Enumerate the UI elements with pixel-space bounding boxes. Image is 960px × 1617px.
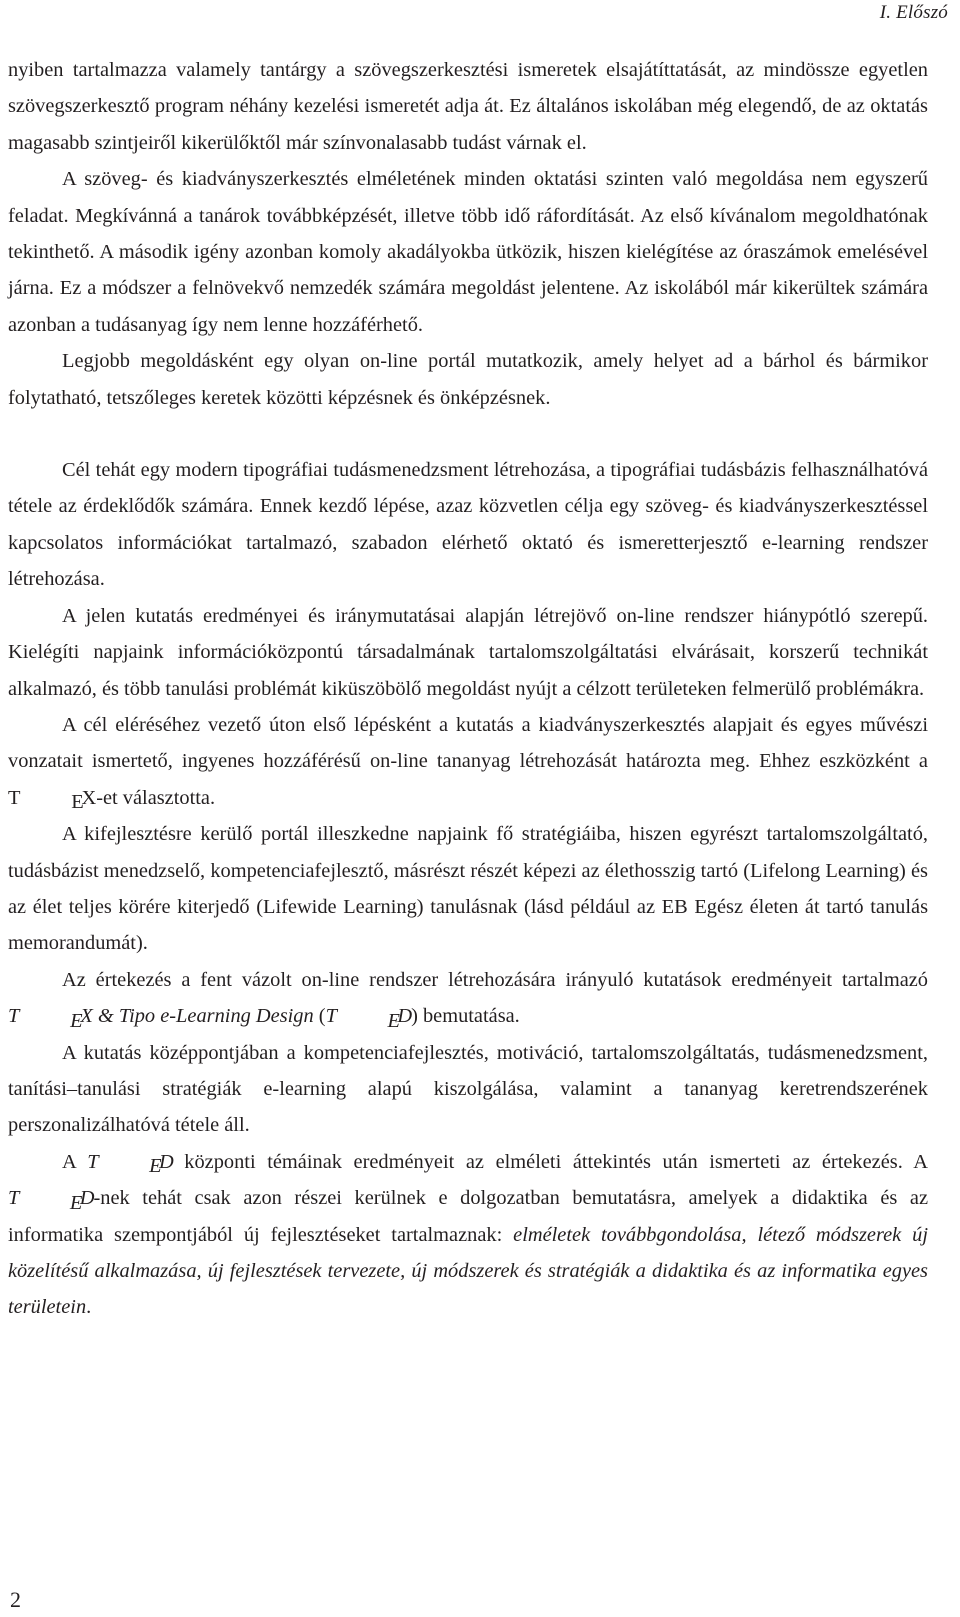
- paragraph-8-tail: ) bemutatása.: [411, 1005, 520, 1028]
- paragraph-2: A szöveg- és kiadványszerkesztés elméletének minden oktatási szinten való megoldása nem egyszerű feladat. Megkívánná a tanárok továbbképzését, illetve több idő ráfordítását. Az első kívánalom megoldhatónak tekinthető. A második igény azonban komoly akadályokba ütközik, hiszen kielégítése az óraszámok emelésével járna. Ez a módszer a felnövekvő nemzedék számára megoldást jelentene. Az iskolából már kikerültek számára azonban a tudásanyag így nem lenne hozzáférhető.: [8, 168, 928, 336]
- ted-logo: [87, 1150, 173, 1178]
- tex-logo-x: X: [80, 1005, 93, 1028]
- paragraph-10-mid: központi témáinak eredményeit az elméleti áttekintés után ismerteti az értekezés. A: [172, 1150, 928, 1173]
- paragraph-10-after: -nek tehát csak azon részei kerülnek e dolgozatban bemutatásra, amelyek a didaktika és az informatika szempontjából új fejlesztéseket tartalmaznak:: [8, 1187, 928, 1246]
- ted-logo-t: T: [8, 1187, 19, 1210]
- paragraph-6-text: A cél eléréséhez vezető úton első lépésként a kutatás a kiadványszerkesztés alapjait és egyes művészi vonzatait ismertető, ingyenes hozzáférésű on-line tananyag létrehozását határozta meg. Ehhez eszközként a: [8, 713, 928, 773]
- page-body: [8, 52, 928, 1326]
- ted-logo-e: E: [387, 1009, 399, 1032]
- paragraph-10-start: A: [62, 1150, 88, 1173]
- tex-logo-t: T: [8, 786, 21, 809]
- paragraph-7: A kifejlesztésre kerülő portál illeszkedne napjaink fő stratégiáiba, hiszen egyrészt tartalomszolgáltató, tudásbázist menedzselő, kompetenciafejlesztő, másrészt részét képezi az élethosszig tartó (Lifelong Learning) és az élet teljes körére kiterjedő (Lifewide Learning) tanulásnak (lásd például az EB Egész életen át tartó tanulás memorandumát).: [8, 823, 928, 955]
- tex-logo: [8, 786, 97, 814]
- emphasis-text: elméletek továbbgondolása, létező módszerek új közelítésű alkalmazása, új fejlesztések tervezete, új módszerek és stratégiák a didaktika és az informatika egyes területein: [8, 1223, 928, 1319]
- paragraph-8: [8, 962, 928, 1035]
- ted-logo-d: D: [79, 1187, 94, 1210]
- open-paren: (: [313, 1005, 326, 1028]
- ted-logo-e: E: [69, 1191, 82, 1214]
- tex-logo-e: E: [70, 1009, 83, 1032]
- tex-logo-x: X: [81, 786, 97, 809]
- ted-logo-d: D: [397, 1005, 412, 1028]
- paragraph-5: A jelen kutatás eredményei és iránymutatásai alapján létrejövő on-line rendszer hiánypótló szerepű. Kielégíti napjaink információközpontú társadalmának tartalomszolgáltatási elvárásait, korszerű technikát alkalmazó, és több tanulási problémát kiküszöbölő megoldást nyújt a célzott területeken felmerülő problémákra.: [8, 604, 928, 700]
- running-header: I. Előszó: [879, 2, 948, 23]
- paragraph-6: [8, 707, 928, 816]
- section-gap: [8, 416, 928, 452]
- ted-logo-d: D: [158, 1150, 173, 1173]
- paragraph-8-text: Az értekezés a fent vázolt on-line rendszer létrehozására irányuló kutatások eredményeit tartalmazó: [62, 968, 928, 991]
- paragraph-10: [8, 1144, 928, 1326]
- ted-logo-t: T: [325, 1005, 336, 1028]
- ted-logo: [8, 1187, 94, 1214]
- ted-logo-e: E: [149, 1155, 161, 1178]
- paragraph-10-end: .: [86, 1296, 92, 1319]
- paragraph-9: A kutatás középpontjában a kompetenciafejlesztés, motiváció, tartalomszolgáltatás, tudásmenedzsment, tanítási–tanulási stratégiák e-learning alapú kiszolgálása, valamint a tananyag keretrendszerének perszonalizálhatóvá tétele áll.: [8, 1041, 928, 1137]
- tex-logo-italic: [8, 1005, 93, 1032]
- product-title-rest: & Tipo e-Learning Design: [92, 1005, 314, 1028]
- ted-logo-t: T: [87, 1150, 98, 1173]
- paragraph-4: Cél tehát egy modern tipográfiai tudásmenedzsment létrehozása, a tipográfiai tudásbázis felhasználhatóvá tétele az érdeklődők számára. Ennek kezdő lépése, azaz közvetlen célja egy szöveg- és kiadványszerkesztéssel kapcsolatos információkat tartalmazó, szabadon elérhető oktató és ismeretterjesztő e-learning rendszer létrehozása.: [8, 459, 928, 591]
- tex-logo-t: T: [8, 1005, 20, 1028]
- paragraph-6-tail: -et választotta.: [96, 786, 216, 809]
- page-number: 2: [10, 1587, 21, 1612]
- paragraph-3: Legjobb megoldásként egy olyan on-line portál mutatkozik, amely helyet ad a bárhol és bármikor folytatható, tetszőleges keretek közötti képzésnek és önképzésnek.: [8, 350, 928, 409]
- product-title: [8, 1005, 314, 1032]
- paragraph-1: nyiben tartalmazza valamely tantárgy a szövegszerkesztési ismeretek elsajátíttatását, az mindössze egyetlen szövegszerkesztő program néhány kezelési ismeretét adja át. Ez általános iskolában még elegendő, de az oktatás magasabb szintjeiről kikerülőktől már színvonalasabb tudást várnak el.: [8, 59, 928, 154]
- ted-logo: [325, 1005, 412, 1032]
- tex-logo-e: E: [71, 791, 84, 814]
